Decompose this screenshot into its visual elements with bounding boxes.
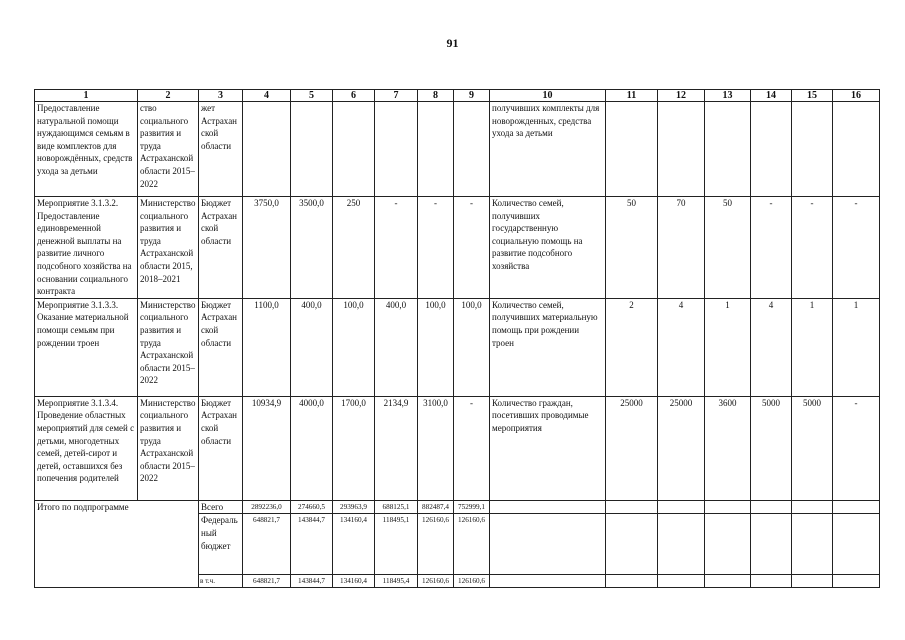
- executor-cell: Министерство социального развития и труда Астраханской области 2015–2022: [138, 298, 199, 396]
- indicator-value: 1: [792, 298, 833, 396]
- total-value: 134160,4: [333, 575, 375, 588]
- total-value: 126160,6: [418, 514, 454, 575]
- col-header: 16: [833, 90, 880, 102]
- total-value: 648821,7: [243, 514, 291, 575]
- amount-cell: 4000,0: [291, 396, 333, 500]
- indicator-value: 1: [705, 298, 751, 396]
- total-value: 752999,1: [454, 500, 490, 514]
- indicator-value: 25000: [658, 396, 705, 500]
- indicator-value: 3600: [705, 396, 751, 500]
- amount-cell: -: [454, 197, 490, 299]
- indicator-value: 50: [606, 197, 658, 299]
- total-value: 2892236,0: [243, 500, 291, 514]
- table-row: [35, 197, 880, 299]
- amount-cell: 3100,0: [418, 396, 454, 500]
- measure-name: Мероприятие 3.1.3.2. Предоставление единовременной денежной выплаты на развитие личного подсобного хозяйства на основании социального контракта: [35, 197, 138, 299]
- executor-cell: ство социального развития и труда Астраханской области 2015–2022: [138, 102, 199, 197]
- amount-cell: 100,0: [333, 298, 375, 396]
- measure-name: Предоставление натуральной помощи нуждающимся семьям в виде комплектов для новорождённых, средств ухода за детьми: [35, 102, 138, 197]
- col-header: 15: [792, 90, 833, 102]
- indicator-value: 4: [658, 298, 705, 396]
- source-cell: Бюджет Астраханской области: [199, 396, 243, 500]
- total-value: 274660,5: [291, 500, 333, 514]
- total-label: Итого по подпрограмме: [35, 500, 199, 588]
- indicator-value: -: [751, 197, 792, 299]
- col-header: 6: [333, 90, 375, 102]
- col-header: 10: [490, 90, 606, 102]
- amount-cell: 1700,0: [333, 396, 375, 500]
- amount-cell: 400,0: [375, 298, 418, 396]
- indicator-cell: Количество семей, получивших государственную социальную помощь на развитие подсобного хозяйства: [490, 197, 606, 299]
- col-header: 1: [35, 90, 138, 102]
- total-value: 126160,6: [454, 575, 490, 588]
- total-value: 688125,1: [375, 500, 418, 514]
- col-header: 2: [138, 90, 199, 102]
- indicator-cell: Количество семей, получивших материальную помощь при рождении троен: [490, 298, 606, 396]
- indicator-cell: получивших комплекты для новорожденных, средства ухода за детьми: [490, 102, 606, 197]
- total-value: 293963,9: [333, 500, 375, 514]
- amount-cell: 400,0: [291, 298, 333, 396]
- amount-cell: [375, 102, 418, 197]
- total-value: 143844,7: [291, 575, 333, 588]
- header-row: [35, 90, 880, 102]
- measure-name: Мероприятие 3.1.3.4. Проведение областных мероприятий для семей с детьми, многодетных семей, детей-сирот и детей, оставшихся без попечения родителей: [35, 396, 138, 500]
- amount-cell: -: [454, 396, 490, 500]
- col-header: 4: [243, 90, 291, 102]
- measure-name: Мероприятие 3.1.3.3. Оказание материальной помощи семьям при рождении троен: [35, 298, 138, 396]
- amount-cell: 3500,0: [291, 197, 333, 299]
- indicator-value: 25000: [606, 396, 658, 500]
- indicator-value: 4: [751, 298, 792, 396]
- total-source: Федеральный бюджет: [199, 514, 243, 575]
- indicator-value: 70: [658, 197, 705, 299]
- total-value: 882487,4: [418, 500, 454, 514]
- amount-cell: 3750,0: [243, 197, 291, 299]
- indicator-value: -: [833, 396, 880, 500]
- source-cell: Бюджет Астраханской области: [199, 298, 243, 396]
- indicator-value: 5000: [751, 396, 792, 500]
- total-value: 126160,6: [454, 514, 490, 575]
- table-row: [35, 396, 880, 500]
- amount-cell: [243, 102, 291, 197]
- indicator-value: [658, 102, 705, 197]
- col-header: 5: [291, 90, 333, 102]
- executor-cell: Министерство социального развития и труда Астраханской области 2015–2022: [138, 396, 199, 500]
- executor-cell: Министерство социального развития и труда Астраханской области 2015, 2018–2021: [138, 197, 199, 299]
- indicator-value: [751, 102, 792, 197]
- source-cell: Бюджет Астраханской области: [199, 197, 243, 299]
- col-header: 12: [658, 90, 705, 102]
- table-row: [35, 298, 880, 396]
- amount-cell: [418, 102, 454, 197]
- col-header: 3: [199, 90, 243, 102]
- total-value: 143844,7: [291, 514, 333, 575]
- amount-cell: -: [375, 197, 418, 299]
- indicator-value: [792, 102, 833, 197]
- indicator-value: 1: [833, 298, 880, 396]
- amount-cell: 100,0: [454, 298, 490, 396]
- amount-cell: 250: [333, 197, 375, 299]
- col-header: 9: [454, 90, 490, 102]
- amount-cell: -: [418, 197, 454, 299]
- col-header: 8: [418, 90, 454, 102]
- indicator-value: -: [833, 197, 880, 299]
- amount-cell: 2134,9: [375, 396, 418, 500]
- indicator-value: [606, 102, 658, 197]
- total-value: 648821,7: [243, 575, 291, 588]
- total-source: в т.ч.: [199, 575, 243, 588]
- total-row: [35, 500, 880, 514]
- total-value: 134160,4: [333, 514, 375, 575]
- col-header: 7: [375, 90, 418, 102]
- source-cell: жет Астраханской области: [199, 102, 243, 197]
- indicator-value: 2: [606, 298, 658, 396]
- total-source: Всего: [199, 500, 243, 514]
- col-header: 13: [705, 90, 751, 102]
- page-number: 91: [446, 36, 459, 50]
- indicator-value: [833, 102, 880, 197]
- indicator-value: 5000: [792, 396, 833, 500]
- indicator-cell: Количество граждан, посетивших проводимые мероприятия: [490, 396, 606, 500]
- indicator-value: 50: [705, 197, 751, 299]
- amount-cell: 1100,0: [243, 298, 291, 396]
- total-value: 118495,1: [375, 514, 418, 575]
- amount-cell: 100,0: [418, 298, 454, 396]
- indicator-value: -: [792, 197, 833, 299]
- total-value: 118495,4: [375, 575, 418, 588]
- amount-cell: [291, 102, 333, 197]
- indicator-value: [705, 102, 751, 197]
- amount-cell: [454, 102, 490, 197]
- col-header: 11: [606, 90, 658, 102]
- amount-cell: 10934,9: [243, 396, 291, 500]
- col-header: 14: [751, 90, 792, 102]
- total-value: 126160,6: [418, 575, 454, 588]
- table-row: [35, 102, 880, 197]
- amount-cell: [333, 102, 375, 197]
- budget-table: [34, 89, 880, 588]
